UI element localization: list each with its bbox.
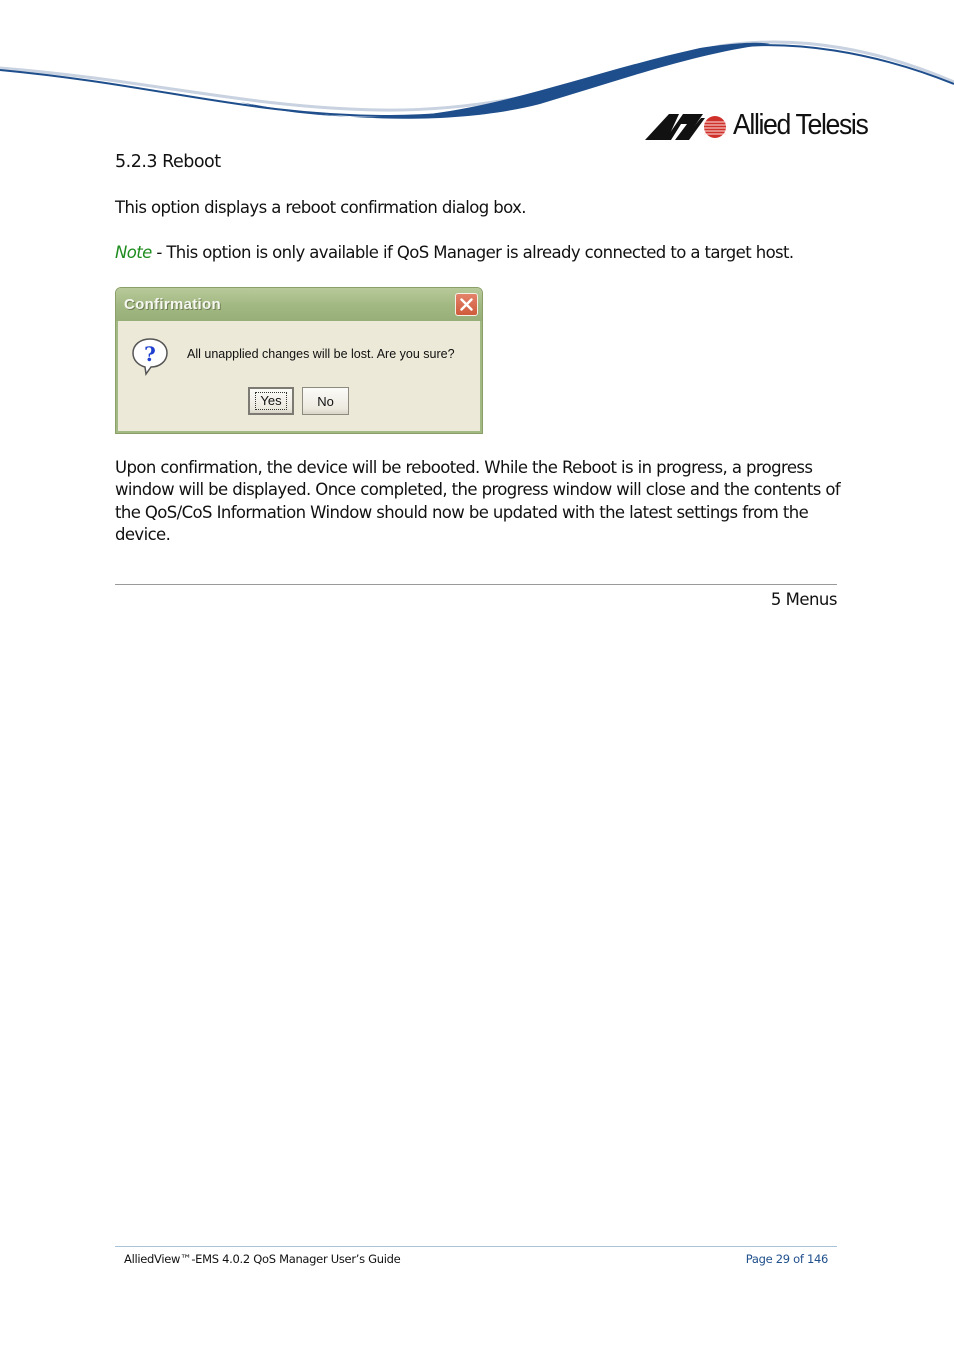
dialog-titlebar <box>116 288 482 321</box>
no-button[interactable]: No <box>302 387 349 415</box>
chapter-divider <box>115 584 837 585</box>
note-text: - This option is only available if QoS Manager is already connected to a target host. <box>151 243 794 262</box>
note-label: Note <box>115 243 152 262</box>
dialog-title: Confirmation <box>124 296 221 313</box>
confirmation-paragraph: Upon confirmation, the device will be rebooted. While the Reboot is in progress, a progress window will be displayed. Once completed, the progress window will close and the contents of the QoS/CoS Information Window should now be updated with the latest settings from the device. <box>115 458 841 544</box>
question-icon <box>130 336 170 376</box>
yes-button-label: Yes <box>255 392 286 410</box>
note-paragraph <box>115 242 794 264</box>
logo-wordmark: Allied Telesis <box>733 109 868 141</box>
footer-divider <box>115 1246 837 1247</box>
allied-telesis-logo-mark-icon <box>645 114 727 140</box>
dialog-message: All unapplied changes will be lost. Are you sure? <box>187 347 455 361</box>
footer-doc-title: AlliedView™-EMS 4.0.2 QoS Manager User’s Guide <box>124 1252 401 1266</box>
close-icon <box>460 298 473 311</box>
dialog-frame <box>116 321 482 433</box>
dialog-close-button[interactable] <box>455 293 478 316</box>
footer-page-number: Page 29 of 146 <box>745 1252 828 1266</box>
confirmation-dialog <box>115 287 483 434</box>
chapter-label: 5 Menus <box>770 590 837 609</box>
intro-paragraph: This option displays a reboot confirmation dialog box. <box>115 198 526 217</box>
svg-text:?: ? <box>144 342 156 366</box>
yes-button[interactable] <box>248 387 294 415</box>
allied-telesis-logo <box>645 110 905 146</box>
section-heading: 5.2.3 Reboot <box>115 152 221 172</box>
